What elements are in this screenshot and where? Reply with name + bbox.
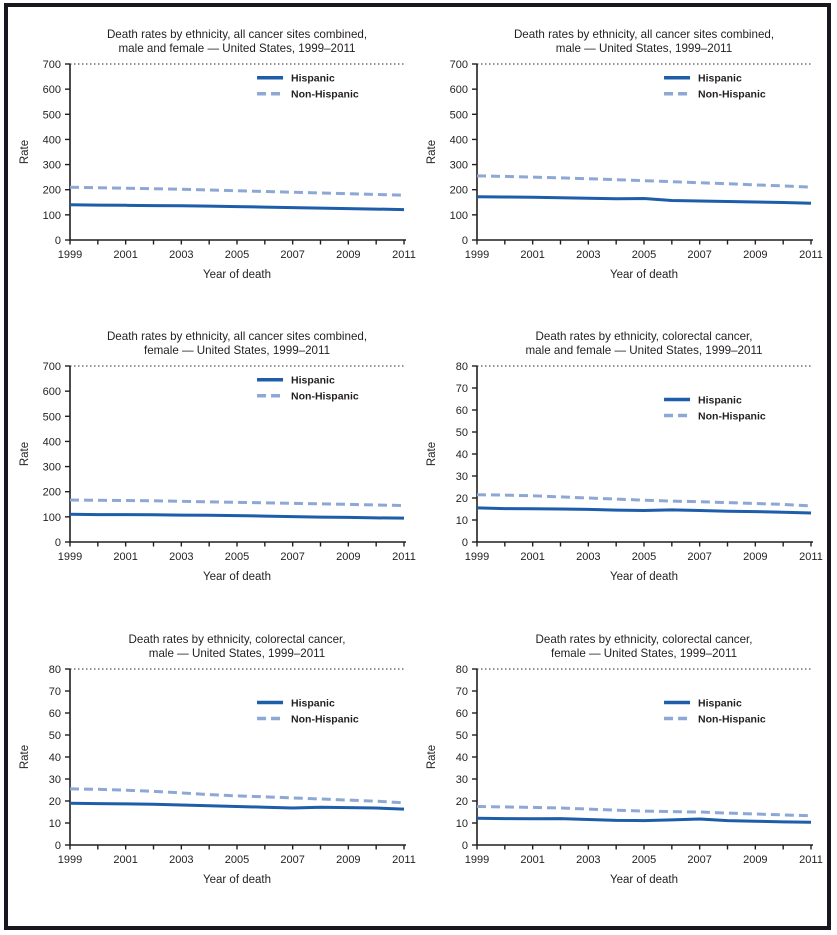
chart-colorectal-male-female [418,317,826,619]
y-tick-label: 70 [456,383,469,396]
chart-colorectal-female [418,620,826,922]
y-tick-label: 600 [449,84,469,97]
y-tick-label: 300 [449,159,469,172]
y-tick-label: 50 [456,729,469,742]
legend-label: Non-Hispanic [698,88,766,101]
x-tick-label: 1999 [465,551,490,564]
y-tick-label: 0 [462,839,469,852]
x-tick-label: 2005 [632,853,657,866]
y-tick-label: 20 [48,795,61,808]
series-line-non-hispanic [477,495,811,506]
chart-title-line1: Death rates by ethnicity, colorectal cancer, [128,632,346,646]
x-tick-label: 2005 [632,249,657,262]
series-line-non-hispanic [477,806,811,815]
y-axis-label: Rate [426,744,439,769]
x-tick-label: 1999 [57,853,82,866]
y-tick-label: 300 [42,159,61,172]
legend-label: Non-Hispanic [698,713,766,726]
y-tick-label: 70 [48,685,61,698]
chart-title-line2: female — United States, 1999–2011 [143,344,330,358]
x-tick-label: 2001 [113,249,138,262]
y-axis-label: Rate [18,442,31,467]
y-tick-label: 30 [456,773,469,786]
x-tick-label: 2009 [743,551,768,564]
legend-label: Non-Hispanic [290,88,359,101]
legend-label: Non-Hispanic [290,391,359,404]
x-tick-label: 2009 [335,551,361,564]
chart-canvas-colorectal-female [419,621,823,921]
y-tick-label: 0 [462,537,469,550]
series-line-non-hispanic [477,176,811,187]
x-tick-label: 2011 [799,853,824,866]
y-axis-label: Rate [426,442,439,467]
series-line-hispanic [70,205,404,210]
chart-canvas-colorectal-male-female [419,318,823,618]
y-tick-label: 80 [456,663,469,676]
legend-label: Hispanic [290,72,335,85]
y-tick-label: 10 [48,817,61,830]
y-tick-label: 700 [449,59,469,72]
chart-canvas-colorectal-male [12,621,416,921]
y-tick-label: 100 [42,210,61,223]
chart-all-cancer-female [10,317,418,619]
y-tick-label: 10 [456,817,469,830]
x-tick-label: 2003 [168,853,194,866]
y-tick-label: 200 [42,487,61,500]
y-tick-label: 700 [42,59,61,72]
x-tick-label: 2011 [391,551,416,564]
x-tick-label: 2003 [576,551,601,564]
x-tick-label: 2007 [687,249,713,262]
x-tick-label: 2007 [280,249,305,262]
legend-label: Non-Hispanic [290,713,359,726]
y-tick-label: 20 [456,795,469,808]
x-tick-label: 2005 [632,551,657,564]
y-tick-label: 40 [48,751,61,764]
x-tick-label: 2011 [799,249,824,262]
x-tick-label: 2003 [576,853,601,866]
legend-label: Hispanic [698,394,743,407]
chart-title-line1: Death rates by ethnicity, all cancer sites combined, [106,330,367,344]
chart-title-line2: male and female — United States, 1999–2011 [118,42,356,56]
legend-label: Non-Hispanic [698,410,766,423]
x-tick-label: 2007 [280,853,305,866]
x-tick-label: 2011 [799,551,824,564]
legend-label: Hispanic [698,697,743,710]
y-tick-label: 100 [449,210,469,223]
x-tick-label: 2011 [391,249,416,262]
x-tick-label: 1999 [465,853,490,866]
series-line-non-hispanic [70,500,404,506]
x-tick-label: 2003 [168,551,194,564]
chart-title-line1: Death rates by ethnicity, colorectal cancer, [535,330,753,344]
y-tick-label: 500 [42,109,61,122]
y-tick-label: 600 [42,84,61,97]
y-tick-label: 80 [456,361,469,374]
series-line-hispanic [477,508,811,513]
series-line-non-hispanic [70,187,404,195]
y-tick-label: 500 [42,411,61,424]
x-tick-label: 1999 [57,551,82,564]
chart-title-line2: male and female — United States, 1999–2011 [525,344,763,358]
x-tick-label: 2003 [576,249,601,262]
chart-all-cancer-male-female [10,15,418,317]
y-tick-label: 80 [48,663,61,676]
chart-title-line1: Death rates by ethnicity, colorectal cancer, [535,632,753,646]
chart-title-line2: male — United States, 1999–2011 [556,42,733,56]
x-tick-label: 2009 [335,249,361,262]
y-tick-label: 70 [456,685,469,698]
x-axis-label: Year of death [202,873,271,886]
x-tick-label: 2011 [391,853,416,866]
x-tick-label: 2001 [113,853,138,866]
y-tick-label: 0 [54,839,61,852]
x-axis-label: Year of death [610,269,679,282]
y-tick-label: 50 [48,729,61,742]
y-tick-label: 30 [456,471,469,484]
x-tick-label: 2005 [224,249,249,262]
x-axis-label: Year of death [202,571,271,584]
x-tick-label: 2007 [687,853,713,866]
y-tick-label: 0 [54,235,61,248]
x-tick-label: 2001 [113,551,138,564]
y-tick-label: 200 [42,184,61,197]
x-tick-label: 1999 [465,249,490,262]
x-tick-label: 2009 [743,249,768,262]
legend-label: Hispanic [290,375,335,388]
series-line-non-hispanic [70,789,404,803]
y-axis-label: Rate [18,744,31,769]
charts-grid [8,7,827,926]
y-tick-label: 400 [42,134,61,147]
x-axis-label: Year of death [610,571,679,584]
x-tick-label: 2009 [743,853,768,866]
y-tick-label: 600 [42,386,61,399]
y-tick-label: 20 [456,493,469,506]
series-line-hispanic [70,803,404,809]
chart-canvas-all-cancer-male [419,16,823,316]
x-tick-label: 2007 [280,551,305,564]
y-tick-label: 500 [449,109,469,122]
x-tick-label: 2001 [520,551,546,564]
x-tick-label: 2003 [168,249,194,262]
x-tick-label: 2005 [224,853,249,866]
y-tick-label: 700 [42,361,61,374]
y-tick-label: 50 [456,427,469,440]
y-tick-label: 400 [42,436,61,449]
y-tick-label: 100 [42,512,61,525]
x-tick-label: 2005 [224,551,249,564]
x-axis-label: Year of death [610,873,679,886]
y-tick-label: 40 [456,751,469,764]
y-tick-label: 60 [456,405,469,418]
legend-label: Hispanic [290,697,335,710]
y-tick-label: 0 [54,537,61,550]
axes [70,669,406,845]
chart-title-line2: female — United States, 1999–2011 [551,646,738,660]
y-tick-label: 10 [456,515,469,528]
chart-title-line1: Death rates by ethnicity, all cancer sites combined, [514,28,775,42]
y-axis-label: Rate [426,140,439,165]
chart-title-line1: Death rates by ethnicity, all cancer sites combined, [106,28,367,42]
series-line-hispanic [477,197,811,204]
axes [477,366,813,542]
x-tick-label: 2009 [335,853,361,866]
chart-canvas-all-cancer-male-female [12,16,416,316]
x-tick-label: 2007 [687,551,713,564]
x-tick-label: 2001 [520,853,546,866]
chart-canvas-all-cancer-female [12,318,416,618]
x-tick-label: 1999 [57,249,82,262]
x-axis-label: Year of death [202,269,271,282]
chart-colorectal-male [10,620,418,922]
x-tick-label: 2001 [520,249,546,262]
y-tick-label: 40 [456,449,469,462]
y-tick-label: 200 [449,184,469,197]
figure-page [4,3,831,930]
series-line-hispanic [477,818,811,822]
y-tick-label: 60 [48,707,61,720]
y-axis-label: Rate [18,140,31,165]
y-tick-label: 30 [48,773,61,786]
legend-label: Hispanic [698,72,743,85]
chart-all-cancer-male [418,15,826,317]
y-tick-label: 400 [449,134,469,147]
y-tick-label: 0 [462,235,469,248]
series-line-hispanic [70,515,404,519]
y-tick-label: 300 [42,462,61,475]
y-tick-label: 60 [456,707,469,720]
chart-title-line2: male — United States, 1999–2011 [148,646,325,660]
